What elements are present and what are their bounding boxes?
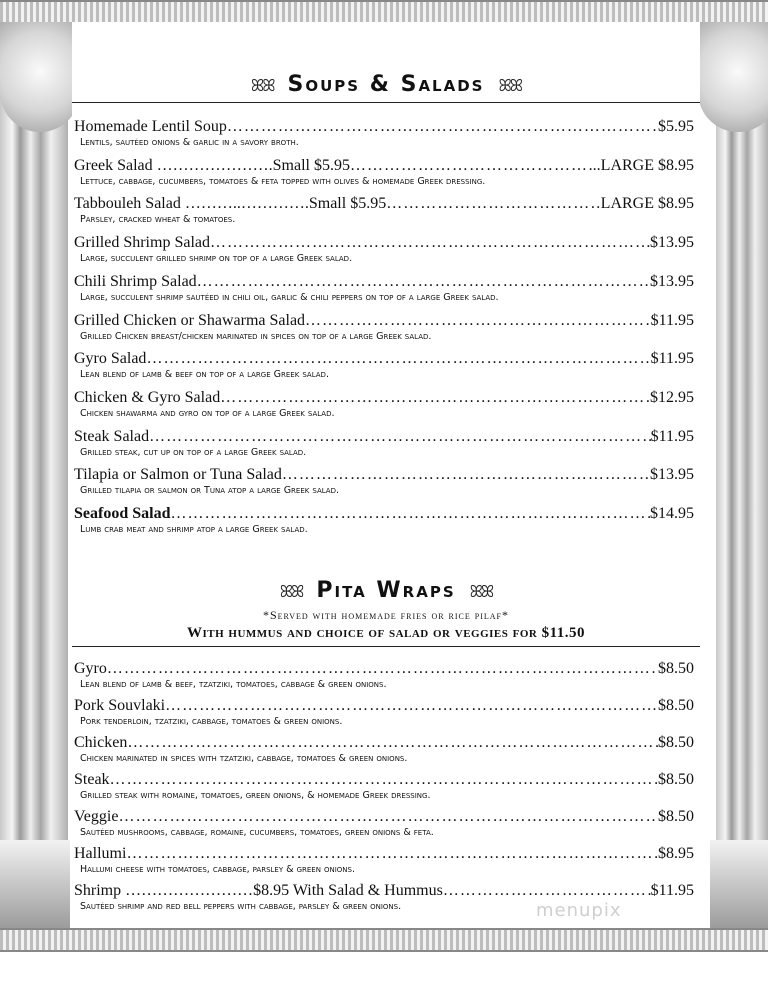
item-description: Lean blend of lamb & beef on top of a large Greek salad. [80, 369, 329, 381]
column-right [716, 22, 768, 928]
leader-dots [127, 734, 658, 752]
menu-content [72, 22, 700, 928]
menu-item [74, 195, 694, 226]
item-name: Gyro Salad [74, 350, 147, 368]
item-price: $13.95 [650, 272, 694, 290]
item-price: $8.50 [658, 697, 694, 714]
pitas-heading [72, 578, 700, 603]
item-price: $14.95 [650, 505, 694, 522]
item-description: Parsley, cracked wheat & tomatoes. [80, 214, 236, 226]
item-name: Greek Salad ………………….Small $5.95 [74, 156, 350, 174]
item-name: Chili Shrimp Salad [74, 272, 197, 290]
menu-item [74, 273, 694, 304]
ornament-icon: ꕤꕤ [469, 582, 493, 601]
leader-dots [227, 118, 658, 136]
column-left [0, 22, 68, 928]
item-price: $8.50 [658, 660, 694, 677]
item-name: Grilled Shrimp Salad [74, 234, 210, 252]
menu-item [74, 771, 694, 802]
item-description: Large, succulent grilled shrimp on top of a large Greek salad. [80, 253, 353, 265]
item-name: Grilled Chicken or Shawarma Salad [74, 311, 306, 329]
pitas-note: *Served with homemade fries or rice pilaf* [262, 608, 510, 622]
menu-item [74, 660, 694, 691]
leader-dots [282, 466, 650, 484]
item-description: Pork tenderloin, tzatziki, cabbage, tomatoes & green onions. [80, 716, 343, 727]
item-description: Grilled Chicken breast/chicken marinated in spices on top of a large Greek salad. [80, 330, 432, 342]
leader-dots [210, 234, 650, 252]
item-price: $11.95 [650, 311, 694, 329]
leader-dots [146, 350, 650, 368]
soups-title: Soups & Salads [287, 72, 485, 97]
item-description: Lentils, sautéed onions & garlic in a savory broth. [80, 137, 299, 148]
item-name: Veggie [74, 808, 119, 825]
ornament-icon: ꕤꕤ [250, 76, 274, 95]
item-price: $11.95 [650, 427, 694, 445]
leader-dots [305, 312, 651, 330]
column-capital-left [0, 22, 80, 132]
item-price: $13.95 [650, 234, 694, 252]
item-name: Tilapia or Salmon or Tuna Salad [74, 466, 282, 484]
item-name: Homemade Lentil Soup [74, 118, 227, 135]
leader-dots [110, 771, 658, 789]
item-price: ..LARGE $8.95 [592, 156, 694, 174]
item-price: $13.95 [650, 466, 694, 484]
item-price: $8.50 [658, 808, 694, 825]
menu-item [74, 808, 694, 839]
item-name: Steak [74, 771, 110, 788]
item-description: Grilled steak, cut up on top of a large Greek salad. [80, 446, 307, 458]
menu-item [74, 845, 694, 876]
item-price: $8.50 [658, 771, 694, 788]
item-name: Pork Souvlaki [74, 697, 166, 714]
column-base-left [0, 840, 70, 928]
item-name: Steak Salad [74, 427, 150, 445]
soups-rule [72, 102, 700, 103]
leader-dots [126, 845, 658, 863]
item-price: $11.95 [650, 882, 694, 899]
soups-heading [72, 72, 700, 97]
menu-item [74, 734, 694, 765]
item-name: Chicken & Gyro Salad [74, 388, 221, 406]
leader-dots [170, 505, 650, 523]
leader-dots [107, 660, 658, 678]
leader-dots [386, 195, 600, 213]
pitas-special: With hummus and choice of salad or veggies for $11.50 [186, 625, 586, 641]
item-name: Shrimp ……………………$8.95 With Salad & Hummus [74, 882, 443, 899]
ornament-icon: ꕤꕤ [498, 76, 522, 95]
item-description: Lettuce, cabbage, cucumbers, tomatoes & feta topped with olives & homemade Greek dressing. [80, 175, 486, 187]
item-description: Hallumi cheese with tomatoes, cabbage, parsley & green onions. [80, 864, 355, 875]
menu-item [74, 312, 694, 343]
watermark-logo: menupix [536, 900, 622, 921]
menu-item [74, 505, 694, 536]
item-description: Sautéed shrimp and red bell peppers with cabbage, parsley & green onions. [80, 901, 402, 912]
item-description: Chicken shawarma and gyro on top of a large Greek salad. [80, 407, 335, 419]
menu-item [74, 697, 694, 728]
ornament-icon: ꕤꕤ [279, 582, 303, 601]
greek-key-border-top [0, 0, 768, 24]
item-name: Chicken [74, 734, 128, 751]
column-capital-right [698, 22, 768, 132]
leader-dots [149, 428, 651, 446]
item-name: Hallumi [74, 845, 127, 862]
item-description: Grilled tilapia or salmon or Tuna atop a large Greek salad. [80, 485, 339, 497]
menu-item [74, 157, 694, 188]
menu-item [74, 118, 694, 149]
item-price: $12.95 [650, 388, 694, 406]
leader-dots [118, 808, 658, 826]
item-price: $5.95 [658, 118, 694, 135]
menu-item [74, 389, 694, 420]
item-description: Lean blend of lamb & beef, tzatziki, tomatoes, cabbage & green onions. [80, 679, 387, 690]
item-description: Sautéed mushrooms, cabbage, romaine, cucumbers, tomatoes, green onions & feta. [80, 827, 434, 838]
menu-item [74, 428, 694, 459]
pitas-title: Pita Wraps [316, 578, 456, 603]
leader-dots [165, 697, 658, 715]
item-price: $11.95 [650, 350, 694, 368]
menu-item [74, 466, 694, 497]
leader-dots [220, 389, 650, 407]
leader-dots [443, 882, 651, 900]
leader-dots [350, 157, 593, 175]
leader-dots [197, 273, 650, 291]
item-name: Gyro [74, 660, 107, 677]
item-price: LARGE $8.95 [600, 195, 694, 213]
item-price: $8.50 [658, 734, 694, 751]
column-base-right [710, 840, 768, 928]
item-name: Seafood Salad [74, 505, 171, 522]
item-description: Chicken marinated in spices with tzatziki, cabbage, tomatoes & green onions. [80, 753, 408, 764]
item-name: Tabbouleh Salad ………..………….Small $5.95 [74, 195, 387, 213]
item-description: Large, succulent shrimp sautéed in chili oil, garlic & chili peppers on top of a large Greek salad. [80, 291, 499, 303]
item-description: Grilled steak with romaine, tomatoes, green onions, & homemade Greek dressing. [80, 790, 431, 801]
greek-key-border-bottom [0, 928, 768, 952]
pitas-rule [72, 646, 700, 647]
item-description: Lumb crab meat and shrimp atop a large Greek salad. [80, 524, 308, 535]
menu-item [74, 350, 694, 381]
menu-item [74, 234, 694, 265]
item-price: $8.95 [658, 845, 694, 862]
